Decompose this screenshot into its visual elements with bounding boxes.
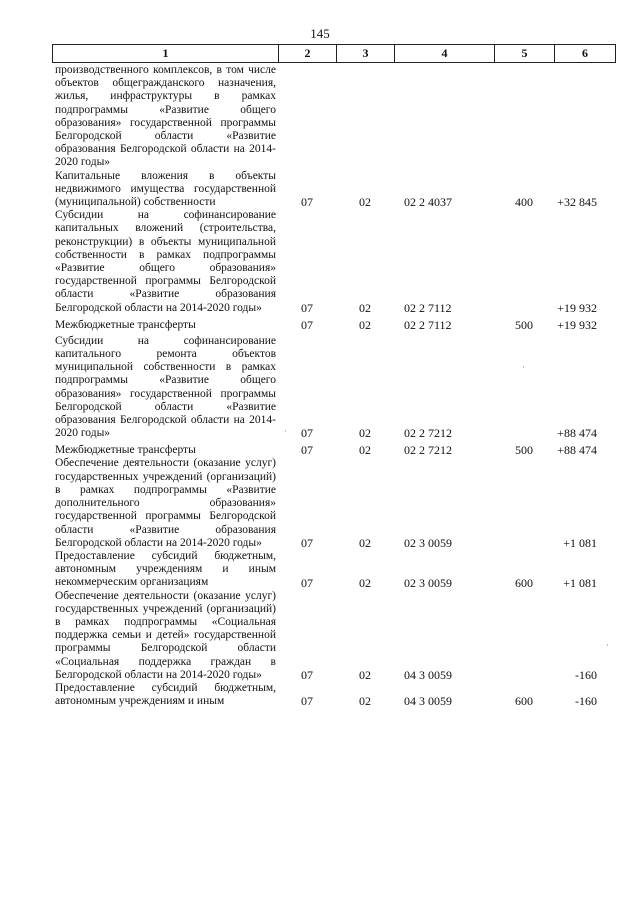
row-target-article: 04 3 0059 xyxy=(404,667,452,682)
page-number: 145 xyxy=(310,26,330,41)
row-target-article: 02 2 7212 xyxy=(404,443,452,458)
row-subsection: 02 xyxy=(359,300,371,315)
table-row xyxy=(52,209,615,315)
row-section: 07 xyxy=(301,426,313,441)
scan-speck: · xyxy=(284,426,287,436)
row-description: Предоставление субсидий бюджетным, автономным учреждениям и иным xyxy=(55,681,276,708)
table-row xyxy=(52,443,615,457)
row-expense-type: 600 xyxy=(515,694,533,709)
row-subsection: 02 xyxy=(359,535,371,550)
row-subsection: 02 xyxy=(359,575,371,590)
row-subsection: 02 xyxy=(359,667,371,682)
row-target-article: 02 3 0059 xyxy=(404,535,452,550)
row-expense-type: 400 xyxy=(515,195,533,210)
table-row xyxy=(52,318,615,332)
row-expense-type: 600 xyxy=(515,575,533,590)
row-target-article: 02 2 7112 xyxy=(404,300,452,315)
table-row xyxy=(52,590,615,682)
row-amount: -160 xyxy=(575,667,597,682)
row-description: Межбюджетные трансферты xyxy=(55,318,196,331)
table-row xyxy=(52,170,615,210)
table-header xyxy=(52,44,616,63)
header-col-4: 4 xyxy=(395,45,495,62)
row-description: производственного комплексов, в том числе объектов общегражданского назначения, жилья, инфраструктуры в рамках подпрограммы «Развитие общего образования» государственной программы Белгородской области «Развитие образования Белгородской области на 2014-2020 годы» xyxy=(55,64,276,169)
scan-speck: · xyxy=(606,640,609,650)
row-section: 07 xyxy=(301,317,313,332)
row-description: Субсидии на софинансирование капитальных вложений (строительства, реконструкции) в объекты муниципальной собственности в рамках подпрограммы «Развитие общего образования» государственной программы Белгородской области «Развитие образования Белгородской области на 2014-2020 годы» xyxy=(55,209,276,314)
row-section: 07 xyxy=(301,694,313,709)
row-amount: +1 081 xyxy=(563,535,597,550)
row-section: 07 xyxy=(301,575,313,590)
table-row xyxy=(52,682,615,708)
row-description: Капитальные вложения в объекты недвижимого имущества государственной (муниципальной) собственности xyxy=(55,169,276,209)
row-subsection: 02 xyxy=(359,443,371,458)
row-amount: +88 474 xyxy=(557,443,597,458)
row-description: Межбюджетные трансферты xyxy=(55,444,196,457)
row-section: 07 xyxy=(301,535,313,550)
header-col-6: 6 xyxy=(555,45,616,62)
row-description: Предоставление субсидий бюджетным, автономным учреждениям и иным некоммерческим организациям xyxy=(55,549,276,589)
row-amount: +32 845 xyxy=(557,195,597,210)
table-row xyxy=(52,457,615,549)
header-col-3: 3 xyxy=(337,45,395,62)
row-subsection: 02 xyxy=(359,426,371,441)
row-expense-type: 500 xyxy=(515,317,533,332)
scan-speck: · xyxy=(522,362,525,372)
table-row xyxy=(52,550,615,590)
row-subsection: 02 xyxy=(359,195,371,210)
header-col-5: 5 xyxy=(495,45,555,62)
row-amount: +88 474 xyxy=(557,426,597,441)
row-description: Субсидии на софинансирование капитального ремонта объектов муниципальной собственности в рамках подпрограммы «Развитие общего образования» государственной программы Белгородской области «Развитие образования Белгородской области на 2014-2020 годы» xyxy=(55,334,276,440)
row-section: 07 xyxy=(301,443,313,458)
row-section: 07 xyxy=(301,300,313,315)
row-target-article: 04 3 0059 xyxy=(404,694,452,709)
row-subsection: 02 xyxy=(359,317,371,332)
row-target-article: 02 2 4037 xyxy=(404,195,452,210)
row-target-article: 02 3 0059 xyxy=(404,575,452,590)
row-section: 07 xyxy=(301,667,313,682)
row-subsection: 02 xyxy=(359,694,371,709)
row-amount: +19 932 xyxy=(557,317,597,332)
header-col-2: 2 xyxy=(279,45,337,62)
table-body xyxy=(52,64,615,708)
row-target-article: 02 2 7112 xyxy=(404,317,452,332)
row-amount: +19 932 xyxy=(557,300,597,315)
table-row xyxy=(52,64,615,170)
row-section: 07 xyxy=(301,195,313,210)
row-amount: +1 081 xyxy=(563,575,597,590)
row-amount: -160 xyxy=(575,694,597,709)
row-target-article: 02 2 7212 xyxy=(404,426,452,441)
row-description: Обеспечение деятельности (оказание услуг) государственных учреждений (организаций) в рамках подпрограммы «Развитие дополнительного образования» государственной программы Белгородской области «Развитие образования Белгородской области на 2014-2020 годы» xyxy=(55,457,276,549)
row-description: Обеспечение деятельности (оказание услуг) государственных учреждений (организаций) в рамках подпрограммы «Социальная поддержка семьи и детей» государственной программы Белгородской области «Социальная поддержка граждан в Белгородской области на 2014-2020 годы» xyxy=(55,589,276,681)
table-row xyxy=(52,335,615,441)
row-expense-type: 500 xyxy=(515,443,533,458)
header-col-1: 1 xyxy=(53,45,279,62)
